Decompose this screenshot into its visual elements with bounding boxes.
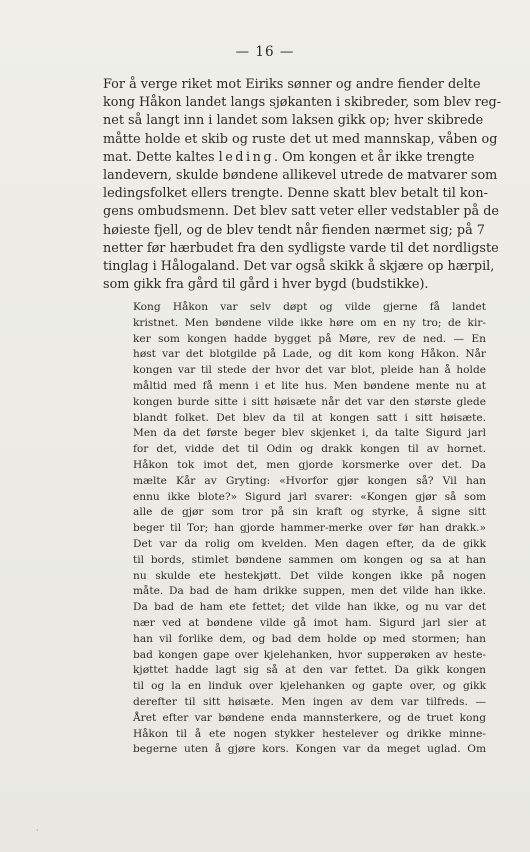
main-paragraph bbox=[103, 76, 502, 294]
text-line: ker som kongen hadde bygget på Møre, rev de ned. — En bbox=[133, 332, 486, 345]
text-line: Håkon tok imot det, men gjorde korsmerke over det. Da bbox=[133, 458, 486, 471]
text-line: høst var det blotgilde på Lade, og dit kom kong Håkon. Når bbox=[133, 348, 486, 361]
text-line: Men da det første beger blev skjenket i, da talte Sigurd jarl bbox=[133, 427, 486, 440]
text-line: til bords, stimlet bøndene sammen om kongen og sa at han bbox=[133, 553, 486, 566]
page-number: — 16 — bbox=[235, 44, 295, 60]
text-line: kong Håkon landet langs sjøkanten i skibreder, som blev reg- bbox=[103, 95, 502, 111]
text-line: nu skulde ete hestekjøtt. Det vilde kongen ikke på nogen bbox=[133, 569, 486, 582]
text-line: måtte holde et skib og ruste det ut med mannskap, våben og bbox=[103, 131, 498, 147]
text-line: ledingsfolket ellers trengte. Denne skatt blev betalt til kon- bbox=[103, 186, 488, 202]
text-line: Kong Håkon var selv døpt og vilde gjerne få landet bbox=[133, 301, 486, 313]
spaced-term-leding: leding bbox=[218, 149, 275, 165]
text-line: mælte Kår av Gryting: «Hvorfor gjør kongen så? Vil han bbox=[133, 474, 486, 487]
text-line: blandt folket. Det blev da til at kongen satt i sitt høisæte. bbox=[133, 411, 486, 424]
text-line: nær ved at bøndene vilde gå imot ham. Sigurd jarl sier at bbox=[133, 616, 486, 629]
text-line: kongen burde sitte i sitt høisæte når det var den største glede bbox=[133, 395, 486, 408]
text-line: ennu ikke blote?» Sigurd jarl svarer: «Kongen gjør så som bbox=[133, 490, 486, 503]
text-line: kristnet. Men bøndene vilde ikke høre om en ny tro; de kir- bbox=[133, 316, 486, 329]
text-line: til og la en linduk over kjelehanken og gapte over, og gikk bbox=[133, 680, 486, 693]
text-line: netter før hærbudet fra den sydligste varde til det nordligste bbox=[103, 240, 499, 256]
text-line: Håkon til å ete nogen stykker hestelever og drikke minne- bbox=[133, 727, 486, 740]
text-line: måte. Da bad de ham drikke suppen, men det vilde han ikke. bbox=[133, 585, 486, 598]
text-line: Året efter var bøndene enda mannsterkere, og de truet kong bbox=[133, 711, 486, 724]
text-line: beger til Tor; han gjorde hammer-merke over før han drakk.» bbox=[133, 522, 486, 535]
text-line: derefter til sitt høisæte. Men ingen av dem var tilfreds. — bbox=[133, 695, 486, 708]
text-line: tinglag i Hålogaland. Det var også skikk å skjære op hærpil, bbox=[103, 259, 495, 275]
text-line: han vil forlike dem, og bad dem holde op med stormen; han bbox=[133, 632, 486, 645]
text-line: net så langt inn i landet som laksen gikk op; hver skibrede bbox=[103, 113, 484, 129]
text-line: kongen var til stede der hvor det var blot, pleide han å holde bbox=[133, 364, 486, 377]
text-line: måltid med få menn i et lite hus. Men bøndene mente nu at bbox=[133, 379, 486, 392]
text-line: Da bad de ham ete fettet; det vilde han ikke, og nu var det bbox=[133, 601, 486, 614]
text-line: som gikk fra gård til gård i hver bygd (budstikke). bbox=[103, 277, 429, 293]
text-line: høieste fjell, og de blev tendt når fienden nærmet sig; på 7 bbox=[103, 222, 485, 238]
text-line: bad kongen gape over kjelehanken, hvor supperøken av heste- bbox=[133, 648, 486, 661]
text-line: alle de gjør som tror på sin kraft og styrke, å signe sitt bbox=[133, 506, 486, 519]
text-line: landevern, skulde bøndene allikevel utrede de matvarer som bbox=[103, 168, 498, 184]
text-line-with-spaced-word: mat. Dette kaltes leding. Om kongen et år ikke trengte bbox=[103, 149, 475, 165]
text-line: kjøttet hadde lagt sig så at den var fettet. Da gikk kongen bbox=[133, 664, 486, 677]
text-line: gens ombudsmenn. Det blev satt veter eller vedstabler på de bbox=[103, 204, 499, 220]
text-line: for det, vidde det til Odin og drakk kongen til av hornet. bbox=[133, 443, 486, 456]
text-line: begerne uten å gjøre kors. Kongen var da meget uglad. Om bbox=[133, 743, 486, 756]
text-line: For å verge riket mot Eiriks sønner og andre fiender delte bbox=[103, 77, 481, 92]
text-line: Det var da rolig om kvelden. Men dagen efter, da de gikk bbox=[133, 537, 486, 550]
scan-speck: · bbox=[36, 826, 39, 835]
small-paragraph bbox=[133, 300, 486, 758]
